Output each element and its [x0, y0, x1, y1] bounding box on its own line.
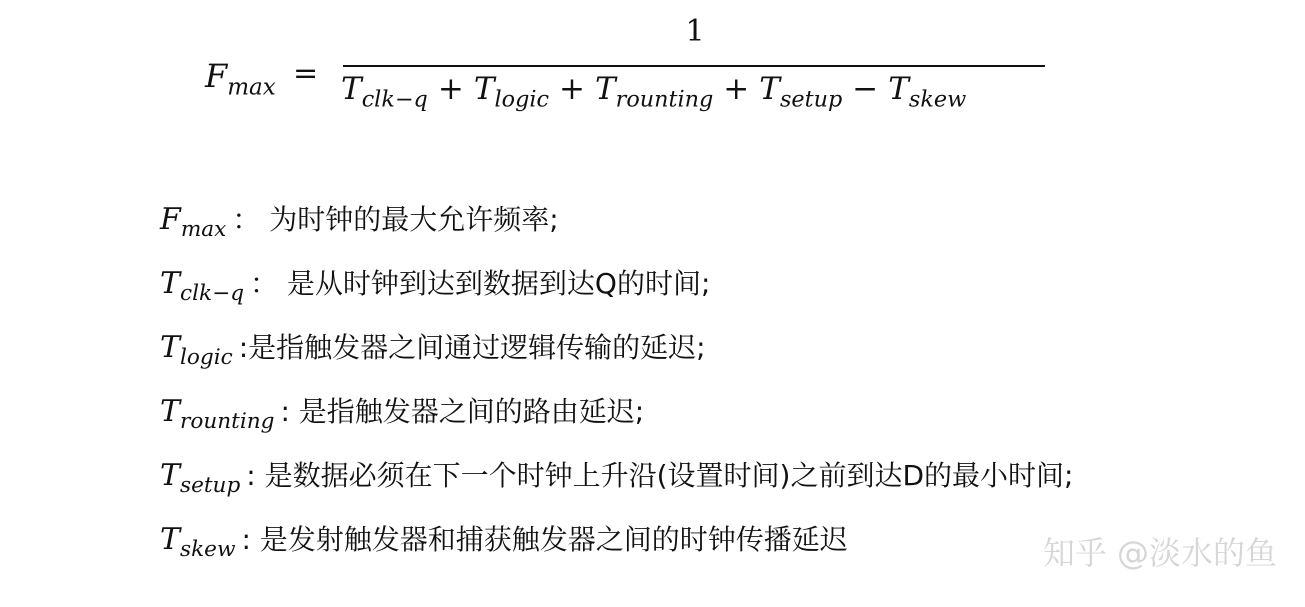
- term-base: T: [594, 71, 616, 107]
- formula-operator: −: [852, 71, 879, 107]
- definition-symbol: [160, 202, 227, 243]
- symbol-base: T: [160, 266, 181, 301]
- formula-lhs-base: F: [205, 57, 228, 95]
- formula-equals: =: [293, 56, 319, 91]
- term-base: T: [473, 71, 495, 107]
- formula-numerator: 1: [685, 14, 705, 49]
- definition-row: [160, 454, 1250, 518]
- definition-symbol: [160, 394, 275, 435]
- term-sub: setup: [779, 86, 843, 113]
- term-sub: clk−q: [361, 86, 428, 113]
- formula-term-4: [594, 71, 714, 113]
- definition-symbol: [160, 266, 245, 307]
- definition-symbol: [160, 458, 241, 499]
- term-base: T: [341, 71, 362, 107]
- term-base: T: [888, 71, 909, 107]
- symbol-sub: skew: [180, 537, 236, 563]
- symbol-sub: logic: [180, 345, 233, 371]
- definition-text: : 是数据必须在下一个时钟上升沿(设置时间)之前到达D的最小时间;: [246, 459, 1074, 492]
- definition-row: [160, 326, 1250, 390]
- definition-text: ： 为时钟的最大允许频率;: [232, 203, 559, 236]
- fraction-bar: [343, 65, 1045, 67]
- formula-operator: +: [723, 71, 750, 107]
- symbol-base: T: [160, 458, 181, 493]
- definition-text: :是指触发器之间通过逻辑传输的延迟;: [238, 331, 706, 364]
- symbol-sub: max: [180, 217, 227, 243]
- symbol-sub: clk−q: [180, 281, 245, 307]
- symbol-base: F: [160, 202, 181, 237]
- symbol-base: T: [160, 394, 181, 429]
- definition-text: : 是发射触发器和捕获触发器之间的时钟传播延迟: [241, 523, 848, 556]
- watermark: 知乎 @淡水的鱼: [1042, 534, 1277, 572]
- fmax-formula: [205, 14, 1065, 124]
- symbol-base: T: [160, 330, 181, 365]
- formula-lhs-sub: max: [227, 74, 276, 101]
- term-base: T: [759, 71, 780, 107]
- symbol-sub: rounting: [180, 409, 275, 435]
- definition-symbol: [160, 522, 236, 563]
- term-sub: skew: [908, 86, 967, 113]
- definition-text: ： 是从时钟到达到数据到达Q的时间;: [250, 267, 711, 300]
- definition-row: [160, 390, 1250, 454]
- formula-term-2: [473, 71, 549, 113]
- formula-term-6: [759, 71, 843, 113]
- definition-symbol: [160, 330, 233, 371]
- definition-text: : 是指触发器之间的路由延迟;: [280, 395, 645, 428]
- definitions-list: [160, 198, 1250, 582]
- formula-term-8: [888, 71, 967, 113]
- term-sub: rounting: [615, 86, 714, 113]
- formula-operator: +: [559, 71, 585, 107]
- definition-row: [160, 262, 1250, 326]
- symbol-base: T: [160, 522, 181, 557]
- term-sub: logic: [494, 86, 549, 113]
- symbol-sub: setup: [180, 473, 241, 499]
- definition-row: [160, 198, 1250, 262]
- formula-term-0: [341, 71, 428, 113]
- formula-denominator: [341, 71, 967, 113]
- formula-lhs: [205, 57, 276, 101]
- formula-operator: +: [437, 71, 464, 107]
